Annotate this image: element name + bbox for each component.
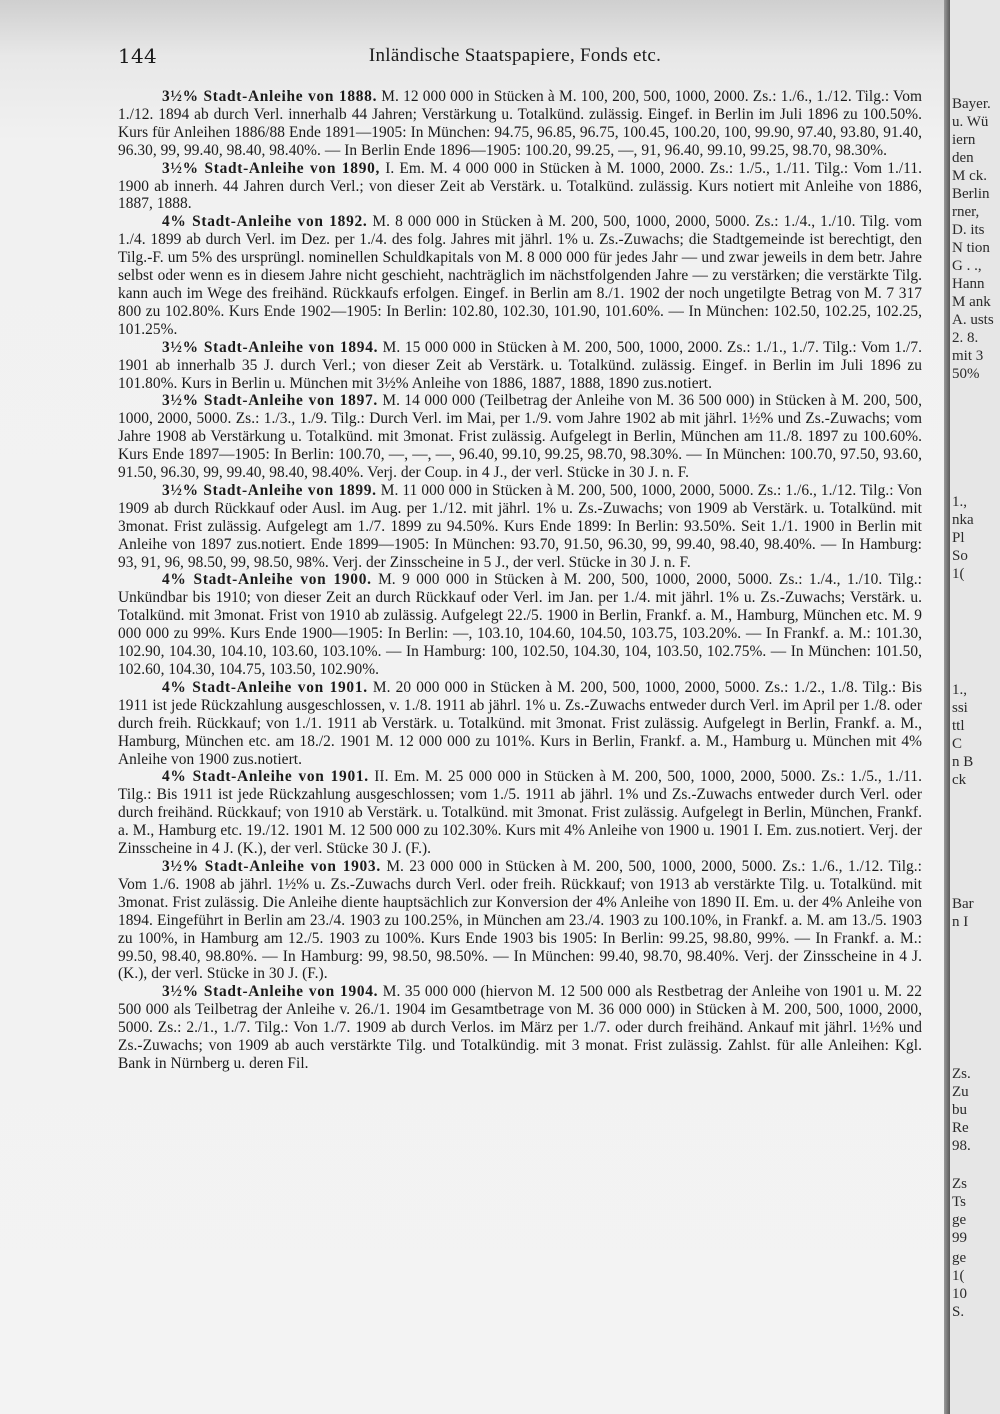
adjacent-page-fragment: Ts: [952, 1194, 966, 1210]
adjacent-page-fragment: ck: [952, 772, 967, 788]
adjacent-page-fragment: mit 3: [952, 348, 984, 364]
adjacent-page-fragment: Bayer.: [952, 96, 991, 112]
adjacent-page-fragment: 50%: [952, 366, 980, 382]
loan-entry-title: 4% Stadt-Anleihe von 1892.: [162, 213, 368, 231]
loan-entry-title: 3½% Stadt-Anleihe von 1897.: [162, 392, 378, 410]
loan-entry-title: 3½% Stadt-Anleihe von 1903.: [162, 857, 381, 875]
adjacent-page-fragment: n I: [952, 914, 969, 930]
adjacent-page-fragment: 98.: [952, 1138, 971, 1154]
adjacent-page-fragment: u. Wü: [952, 114, 989, 130]
adjacent-page-fragment: den: [952, 150, 974, 166]
adjacent-page-fragment: rner,: [952, 204, 980, 220]
loan-entry: [118, 679, 922, 769]
adjacent-page-fragment: 10: [952, 1286, 967, 1302]
loan-entry-body: M. 15 000 000 in Stücken à M. 200, 500, 1000, 2000. Zs.: 1./1., 1./7. Tilg.: Vom 1./7. 1901 ab innerhalb 35 J. durch Verl.; von dieser Zeit ab Verstärk. u. Totalkünd. zulässig. Eingef. in Berlin im Juli 1896 zu 101.80%. Kurs in Berlin u. München mit 3½% Anleihe von 1886, 1887, 1888, 1890 zus.notiert.: [118, 338, 922, 392]
loan-entry: [118, 213, 922, 338]
adjacent-page-fragment: Hann: [952, 276, 985, 292]
adjacent-page-fragment: iern: [952, 132, 976, 148]
loan-entry-title: 4% Stadt-Anleihe von 1900.: [162, 571, 372, 589]
adjacent-page-fragment: bu: [952, 1102, 967, 1118]
adjacent-page-fragment: ge: [952, 1250, 967, 1266]
adjacent-page-edge: [950, 0, 1000, 1414]
loan-entry-title: 3½% Stadt-Anleihe von 1899.: [162, 481, 377, 499]
loan-entry: [118, 482, 922, 572]
adjacent-page-fragment: Zs: [952, 1176, 967, 1192]
loan-entry-title: 3½% Stadt-Anleihe von 1904.: [162, 983, 379, 1001]
loan-entry: [118, 983, 922, 1073]
adjacent-page-fragment: M ck.: [952, 168, 987, 184]
adjacent-page-fragment: Bar: [952, 896, 974, 912]
page-number: 144: [118, 44, 158, 68]
adjacent-page-fragment: 99: [952, 1230, 967, 1246]
adjacent-page-fragment: So: [952, 548, 968, 564]
loan-entry-body: M. 11 000 000 in Stücken à M. 200, 500, 1000, 2000, 5000. Zs.: 1./6., 1./12. Tilg.: Von 1909 ab durch Rückkauf oder Ausl. im Aug. per 1./12. mit jährl. 1% u. Zs.-Zuwachs; von 1909 ab Verstärk. u. Totalkünd. mit 3monat. Frist zulässig. Aufgelegt am 1./7. 1899 zu 94.50%. Kurs Ende 1899: In Berlin: 93.50%. Seit 1./1. 1900 in Berlin mit Anleihe von 1897 zus.notiert. Ende 1899—1905: In München: 93.70, 91.50, 96.30, 99, 99.40, 98.40, 98.40%. — In Hamburg: 93, 91, 96, 98.50, 99, 98.50, 98%. Verj. der Zinsscheine in 5 J., der verl. Stücke in 30 J. n. F.: [118, 481, 922, 571]
adjacent-page-fragment: N tion: [952, 240, 990, 256]
adjacent-page-fragment: Zu: [952, 1084, 969, 1100]
loan-entry-body: M. 8 000 000 in Stücken à M. 200, 500, 1000, 2000, 5000. Zs.: 1./4., 1./10. Tilg. vom 1./4. 1899 ab durch Verl. im Dez. per 1./4. des folg. Jahres mit jährl. 1% u. Zs.-Zuwachs; die Stadtgemeinde ist berechtigt, den Tilg.-F. um 5% des ursprüngl. nominellen Schuldkapitals von M. 8 000 000 für jedes Jahr — und zwar jeweils in dem betr. Jahre selbst oder wenn es in diesem Jahre nicht geschieht, nachträglich im nächstfolgenden Jahre — zu verstärken; die verstärkte Tilg. kann auch im Wege des freihänd. Rückkaufs erfolgen. Eingef. in Berlin am 8./1. 1902 der noch ungetilgte Betrag von M. 7 317 800 zu 102.80%. Kurs Ende 1902—1905: In Berlin: 102.80, 102.30, 101.90, 101.60%. — In München: 102.50, 102.25, 102.25, 101.25%.: [118, 213, 922, 338]
loan-entry-body: M. 23 000 000 in Stücken à M. 200, 500, 1000, 2000, 5000. Zs.: 1./6., 1./12. Tilg.: Vom 1./6. 1908 ab jährl. 1½% u. Zs.-Zuwachs durch Verl. oder freih. Rückkauf; von 1913 ab verstärkte Tilg. u. Totalkünd. mit 3monat. Frist zulässig. Die Anleihe diente hauptsächlich zur Konversion der 4% Anleihe von 1890 II. Em. u. der 4% Anleihe von 1894. Eingeführt in Berlin am 23./4. 1903 zu 100.25%, in München am 23./4. 1903 zu 100.10%, in Frankf. a. M. am 13./5. 1903 zu 100%, in Hamburg am 12./5. 1903 zu 100%. Kurs Ende 1903 bis 1905: In Berlin: 99.25, 98.80, 99%. — In Frankf. a. M.: 99.50, 98.40, 98.80%. — In Hamburg: 99, 98.50, 98.50%. — In München: 99.40, 98.70, 98.40%. Verj. der Zinsscheine in 4 J. (K.), der verl. Stücke in 30 J. (F.).: [118, 857, 922, 983]
adjacent-page-fragment: S.: [952, 1304, 965, 1320]
loan-entry: [118, 858, 922, 983]
adjacent-page-fragment: C: [952, 736, 963, 752]
adjacent-page-fragment: 1(: [952, 566, 965, 582]
loan-entry-title: 4% Stadt-Anleihe von 1901.: [162, 678, 368, 696]
loan-entry-title: 3½% Stadt-Anleihe von 1894.: [162, 338, 379, 356]
adjacent-page-fragment: G . .,: [952, 258, 982, 274]
loan-entry-title: 3½% Stadt-Anleihe von 1890,: [162, 159, 381, 177]
adjacent-page-fragment: M ank: [952, 294, 991, 310]
adjacent-page-fragment: A. usts: [952, 312, 994, 328]
adjacent-page-fragment: Pl: [952, 530, 965, 546]
loan-entry: [118, 768, 922, 858]
adjacent-page-fragment: ttl: [952, 718, 965, 734]
adjacent-page-fragment: 1.,: [952, 682, 967, 698]
adjacent-page-fragment: ge: [952, 1212, 967, 1228]
loan-entry-title: 3½% Stadt-Anleihe von 1888.: [162, 88, 378, 105]
page-header: [110, 44, 920, 74]
adjacent-page-fragment: D. its: [952, 222, 985, 238]
loan-entry: [118, 339, 922, 393]
adjacent-page-fragment: ssi: [952, 700, 968, 716]
loan-entry-title: 4% Stadt-Anleihe von 1901.: [162, 768, 369, 786]
adjacent-page-fragment: 1(: [952, 1268, 965, 1284]
loan-entry-body: M. 12 000 000 in Stücken à M. 100, 200, 500, 1000, 2000. Zs.: 1./6., 1./12. Tilg.: Vom 1./12. 1894 ab durch Verl. innerhalb 44 Jahren; Verstärkung u. Totalkünd. zulässig. Eingef. in Berlin im Juli 1896 zu 100.50%. Kurs für Anleihen 1886/88 Ende 1891—1905: In München: 94.75, 96.85, 96.75, 100.45, 100.20, 100, 99.90, 97.40, 93.80, 91.40, 96.30, 99, 99.40, 98.40, 98.40%. — In Berlin Ende 1896—1905: 100.20, 99.25, —, 91, 96.40, 99.10, 99.25, 98.70, 98.30%.: [118, 88, 922, 159]
loan-entry: [118, 88, 922, 160]
loan-entry-body: I. Em. M. 4 000 000 in Stücken à M. 1000, 2000. Zs.: 1./5., 1./11. Tilg.: Vom 1./11. 1900 ab innerh. 44 Jahren durch Verl.; von dieser Zeit ab Verstärk. u. Totalkünd. zulässig. Kurs notiert mit Anleihe von 1886, 1887, 1888.: [118, 159, 922, 213]
adjacent-page-fragment: 2. 8.: [952, 330, 979, 346]
adjacent-page-fragment: nka: [952, 512, 974, 528]
adjacent-page-fragment: Berlin: [952, 186, 990, 202]
loan-entry-body: M. 9 000 000 in Stücken à M. 200, 500, 1000, 2000, 5000. Zs.: 1./4., 1./10. Tilg.: Unkündbar bis 1910; von dieser Zeit an durch Rückkauf oder Verl. im Jan. per 1./4. mit jährl. 1% u. Zs.-Zuwachs; Verstärk. u. Totalkünd. mit 3monat. Frist von 1910 ab zulässig. Aufgelegt 22./5. 1900 in Berlin, Frankf. a. M., Hamburg, München etc. M. 9 000 000 zu 99%. Kurs Ende 1900—1905: In Berlin: —, 103.10, 104.60, 104.50, 103.75, 103.20%. — In Frankf. a. M.: 101.30, 102.90, 104.30, 104.10, 103.60, 103.10%. — In Hamburg: 100, 102.50, 104.30, 104, 103.50, 102.75%. — In München: 101.50, 102.60, 104.30, 104.75, 103.50, 102.90%.: [118, 571, 922, 678]
adjacent-page-fragment: Re: [952, 1120, 969, 1136]
loan-entry: [118, 571, 922, 678]
adjacent-page-fragment: Zs.: [952, 1066, 971, 1082]
loan-entry: [118, 160, 922, 214]
loan-entry-body: II. Em. M. 25 000 000 in Stücken à M. 200, 500, 1000, 2000, 5000. Zs.: 1./5., 1./11. Tilg.: Bis 1911 ist jede Rückzahlung ausgeschlossen; vom 1./5. 1911 ab jährl. 1% und Zs.-Zuwachs entweder durch Verl. oder durch freihänd. Rückkauf; von 1910 ab Verstärk. u. Totalkünd. mit 3monat. Frist zulässig. Aufgelegt in Berlin, München, Frankf. a. M., Hamburg etc. 19./12. 1901 M. 12 500 000 zu 102.30%. Kurs mit 4% Anleihe von 1900 u. 1901 I. Em. zus.notiert. Verj. der Zinsscheine in 4 J. (K.), der verl. Stücke 30 J. (F.).: [118, 768, 922, 858]
adjacent-page-fragment: n B: [952, 754, 974, 770]
loan-entry: [118, 392, 922, 482]
loan-entry-body: M. 14 000 000 (Teilbetrag der Anleihe von M. 36 500 000) in Stücken à M. 200, 500, 1000, 2000, 5000. Zs.: 1./3., 1./9. Tilg.: Durch Verl. im Mai, per 1./9. vom Jahre 1902 ab mit jährl. 1½% und Zs.-Zuwachs; vom Jahre 1908 ab Verstärkung u. Totalkünd. mit 3monat. Frist zulässig. Aufgelegt in Berlin, München am 11./8. 1897 zu 100.60%. Kurs Ende 1897—1905: In Berlin: 100.70, —, —, —, 96.40, 99.10, 99.25, 98.70, 98.30%. — In München: 100.70, 97.50, 93.60, 91.50, 96.30, 99, 99.40, 98.40, 98.40%. Verj. der Coup. in 4 J., der verl. Stücke in 30 J. n. F.: [118, 392, 922, 482]
adjacent-page-fragment: 1.,: [952, 494, 967, 510]
loan-entry-body: M. 35 000 000 (hiervon M. 12 500 000 als Restbetrag der Anleihe von 1901 u. M. 22 500 000 als Teilbetrag der Anleihe v. 26./1. 1904 im Gesamtbetrage von M. 36 000 000) in Stücken à M. 200, 500, 1000, 2000, 5000. Zs.: 2./1., 1./7. Tilg.: Von 1./7. 1909 ab durch Verlos. im März per 1./7. oder durch freihänd. Ankauf mit jährl. 1½% und Zs.-Zuwachs; von 1909 ab auch verstärkte Tilg. und Totalkündig. mit 3 monat. Frist zulässig. Zahlst. für alle Anleihen: Kgl. Bank in Nürnberg u. deren Fil.: [118, 983, 922, 1072]
running-title: Inländische Staatspapiere, Fonds etc.: [368, 45, 662, 66]
loan-entry-body: M. 20 000 000 in Stücken à M. 200, 500, 1000, 2000, 5000. Zs.: 1./2., 1./8. Tilg.: Bis 1911 ist jede Rückzahlung ausgeschlossen, v. 1./8. 1911 ab jährl. 1% u. Zs.-Zuwachs entweder durch Verl. im April per 1./8. oder durch freih. Rückkauf; von 1./1. 1911 ab Verstärk. u. Totalkünd. mit 3monat. Frist zulässig. Aufgelegt in Berlin, Frankf. a. M., Hamburg, München etc. am 18./2. 1901 M. 12 000 000 zu 101%. Kurs in Berlin, Frankf. a. M., Hamburg u. München mit 4% Anleihe von 1900 zus.notiert.: [118, 678, 922, 768]
page-content: [118, 88, 922, 1073]
